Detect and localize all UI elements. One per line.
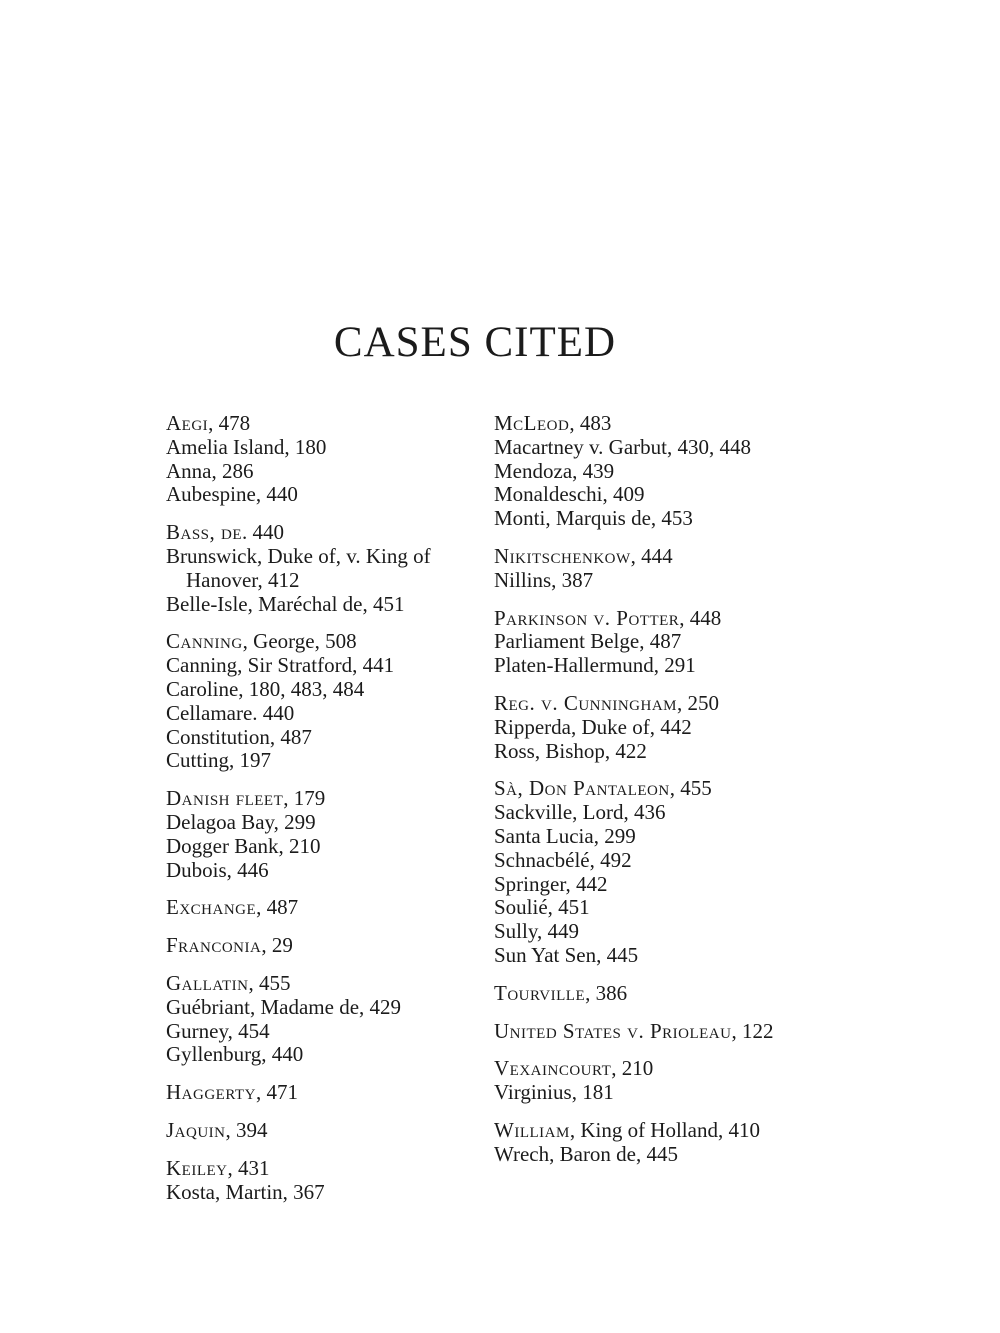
index-entry-text: , 250 — [677, 690, 720, 715]
index-entry-text: , 394 — [225, 1117, 268, 1142]
index-entry-text: Gyllenburg, 440 — [166, 1042, 304, 1067]
index-entry-text: , 386 — [585, 980, 628, 1005]
index-entry-text: Dogger Bank, 210 — [166, 833, 321, 858]
index-entry — [166, 811, 476, 835]
index-entry — [494, 873, 814, 897]
index-entry — [166, 859, 476, 883]
index-entry-text: , George, 508 — [242, 629, 357, 654]
index-letter-group — [494, 1057, 814, 1105]
index-entry-head: McLeod — [494, 411, 570, 435]
index-entry — [166, 749, 476, 773]
index-entry-text: , 487 — [256, 895, 299, 920]
index-entry-text: Kosta, Martin, 367 — [166, 1179, 325, 1204]
index-entry-text: Constitution, 487 — [166, 724, 312, 749]
index-entry — [494, 1020, 814, 1044]
index-entry-text: Aubespine, 440 — [166, 482, 298, 507]
index-entry — [494, 545, 814, 569]
index-entry-text: , 483 — [569, 411, 612, 435]
index-letter-group — [494, 412, 814, 531]
index-entry-text: Cutting, 197 — [166, 748, 272, 773]
index-entry-text: Amelia Island, 180 — [166, 434, 327, 459]
index-entry — [166, 460, 476, 484]
index-entry-text: Monti, Marquis de, 453 — [494, 506, 693, 531]
index-letter-group — [166, 896, 476, 920]
index-entry — [494, 896, 814, 920]
index-entry-text: Santa Lucia, 299 — [494, 823, 636, 848]
index-entry — [494, 716, 814, 740]
index-entry-text: Delagoa Bay, 299 — [166, 809, 316, 834]
index-letter-group — [494, 692, 814, 763]
index-entry — [166, 702, 476, 726]
index-entry-head: Jaquin — [166, 1117, 226, 1142]
index-entry — [166, 934, 476, 958]
index-entry — [494, 1057, 814, 1081]
index-entry — [166, 678, 476, 702]
index-entry — [166, 521, 476, 545]
index-entry-text: Nillins, 387 — [494, 567, 594, 592]
index-entry-head: Exchange — [166, 895, 257, 920]
index-entry — [494, 483, 814, 507]
index-entry-text: Springer, 442 — [494, 871, 608, 896]
index-entry — [494, 849, 814, 873]
index-entry-head: Gallatin — [166, 970, 249, 995]
index-entry-text: Virginius, 181 — [494, 1080, 614, 1105]
index-entry — [166, 545, 476, 593]
index-entry — [166, 593, 476, 617]
index-entry-text: Macartney v. Garbut, 430, 448 — [494, 434, 751, 459]
index-entry-text: Caroline, 180, 483, 484 — [166, 676, 365, 701]
index-letter-group — [494, 545, 814, 593]
index-entry — [494, 825, 814, 849]
index-entry — [494, 569, 814, 593]
index-letter-group — [494, 1119, 814, 1167]
index-entry-text: Platen-Hallermund, 291 — [494, 653, 696, 678]
index-entry-head: United States v. Prioleau — [494, 1018, 732, 1043]
index-entry — [166, 1081, 476, 1105]
index-column-right — [494, 412, 814, 1181]
index-entry-text: , 478 — [208, 411, 251, 435]
index-letter-group — [166, 630, 476, 773]
index-entry-text: , King of Holland, 410 — [569, 1117, 760, 1142]
index-entry — [494, 460, 814, 484]
index-entry — [166, 483, 476, 507]
index-letter-group — [166, 787, 476, 882]
index-entry-head: Parkinson v. Potter — [494, 605, 680, 630]
index-entry — [166, 1119, 476, 1143]
index-entry-text: , 471 — [255, 1080, 298, 1105]
index-entry-text: , 448 — [679, 605, 722, 630]
index-letter-group — [494, 1020, 814, 1044]
index-entry-head: Canning — [166, 629, 243, 654]
index-entry — [494, 920, 814, 944]
index-entry-text: Monaldeschi, 409 — [494, 482, 645, 507]
index-entry — [494, 740, 814, 764]
index-entry-text: Anna, 286 — [166, 458, 254, 483]
index-entry-text: Cellamare. 440 — [166, 700, 295, 725]
index-entry-text: Parliament Belge, 487 — [494, 629, 682, 654]
index-entry — [166, 1020, 476, 1044]
index-entry-head: Bass, de — [166, 520, 243, 545]
index-entry-text: Ross, Bishop, 422 — [494, 738, 647, 763]
index-entry-head: Sà, Don Pantaleon — [494, 776, 670, 801]
index-entry — [494, 412, 814, 436]
index-entry — [166, 996, 476, 1020]
index-entry — [166, 1181, 476, 1205]
index-entry — [494, 801, 814, 825]
index-entry — [166, 412, 476, 436]
index-entry-head: Tourville — [494, 980, 586, 1005]
index-entry — [166, 972, 476, 996]
index-letter-group — [494, 607, 814, 678]
index-entry — [166, 787, 476, 811]
index-entry — [494, 944, 814, 968]
index-entry-text: , 29 — [261, 933, 293, 958]
index-column-left — [166, 412, 476, 1218]
index-entry-head: Vexaincourt — [494, 1056, 612, 1081]
index-letter-group — [494, 982, 814, 1006]
index-entry — [166, 630, 476, 654]
index-entry-text: Gurney, 454 — [166, 1018, 270, 1043]
index-entry — [494, 777, 814, 801]
index-entry-text: , 455 — [248, 970, 291, 995]
index-entry — [494, 1119, 814, 1143]
index-letter-group — [166, 934, 476, 958]
index-entry — [166, 1043, 476, 1067]
index-entry — [494, 1143, 814, 1167]
index-entry-head: Reg. v. Cunningham — [494, 690, 678, 715]
index-letter-group — [166, 521, 476, 616]
index-entry-head: William — [494, 1117, 570, 1142]
index-entry-text: Schnacbélé, 492 — [494, 847, 632, 872]
index-entry — [166, 726, 476, 750]
index-entry-text: . 440 — [242, 520, 285, 545]
index-entry — [494, 982, 814, 1006]
index-entry-head: Nikitschenkow — [494, 543, 631, 568]
index-entry-text: , 444 — [630, 543, 673, 568]
index-entry — [166, 835, 476, 859]
index-entry — [494, 654, 814, 678]
index-entry-text: Canning, Sir Stratford, 441 — [166, 653, 395, 678]
index-entry-text: , 210 — [611, 1056, 654, 1081]
index-entry-text: Soulié, 451 — [494, 895, 590, 920]
index-entry-text: , 431 — [227, 1155, 270, 1180]
index-entry-text: Sun Yat Sen, 445 — [494, 942, 639, 967]
index-entry-text: Dubois, 446 — [166, 857, 269, 882]
index-letter-group — [166, 1081, 476, 1105]
index-entry-text: Brunswick, Duke of, v. King of Hanover, 412 — [166, 543, 431, 592]
index-entry — [494, 630, 814, 654]
index-entry-head: Aegi — [166, 411, 209, 435]
index-entry-head: Danish fleet — [166, 786, 284, 811]
index-entry-head: Haggerty — [166, 1080, 256, 1105]
index-entry — [494, 436, 814, 460]
index-entry-head: Franconia — [166, 933, 262, 958]
index-entry-text: Belle-Isle, Maréchal de, 451 — [166, 591, 405, 616]
index-entry-text: Guébriant, Madame de, 429 — [166, 994, 402, 1019]
index-entry — [166, 654, 476, 678]
index-entry-text: Sully, 449 — [494, 919, 579, 944]
index-letter-group — [166, 1119, 476, 1143]
index-entry-text: Mendoza, 439 — [494, 458, 615, 483]
index-entry — [166, 436, 476, 460]
index-entry-text: Sackville, Lord, 436 — [494, 800, 666, 825]
index-entry — [494, 507, 814, 531]
index-letter-group — [166, 412, 476, 507]
index-letter-group — [166, 1157, 476, 1205]
index-entry — [494, 607, 814, 631]
index-entry — [494, 1081, 814, 1105]
index-entry — [166, 1157, 476, 1181]
index-letter-group — [494, 777, 814, 967]
index-entry — [494, 692, 814, 716]
index-entry-text: Ripperda, Duke of, 442 — [494, 714, 692, 739]
index-entry-text: , 122 — [731, 1018, 774, 1043]
index-entry-text: , 455 — [669, 776, 712, 801]
index-entry-head: Keiley — [166, 1155, 228, 1180]
index-letter-group — [166, 972, 476, 1067]
index-entry — [166, 896, 476, 920]
index-entry-text: Wrech, Baron de, 445 — [494, 1141, 679, 1166]
page-title: CASES CITED — [333, 319, 617, 366]
index-entry-text: , 179 — [283, 786, 326, 811]
